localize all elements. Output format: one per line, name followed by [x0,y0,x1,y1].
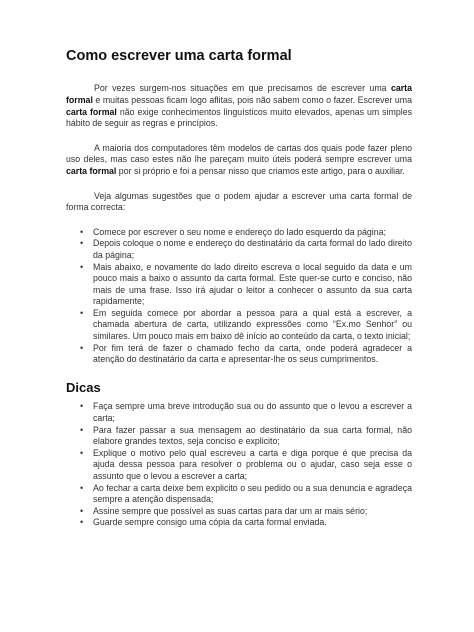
dicas-heading: Dicas [66,379,101,395]
body-paragraph [66,83,412,129]
text-segment: por si próprio e foi a pensar nisso que criamos este artigo, para o auxiliar. [116,165,405,176]
dicas-list [66,401,412,529]
tip-list-item: • Comece por escrever o seu nome e endereço do lado esquerdo da página; [80,227,412,239]
text-segment: e muitas pessoas ficam logo aflitas, pois não sabem como o fazer. Escrever uma [92,94,412,105]
dica-list-item: • Explique o motivo pelo qual escreveu a carta e diga porque é que precisa da ajuda dessa pessoa para resolver o problema ou o ajudar, caso seja esse o assunto que o levou a escrever a carta; [80,448,412,483]
text-segment: A maioria dos computadores têm modelos de cartas dos quais pode fazer pleno uso deles, mas caso estes não lhe pareçam muito úteis poderá sempre escrever uma [66,142,412,165]
text-segment: Veja algumas sugestões que o podem ajudar a escrever uma carta formal de forma correcta: [66,190,412,213]
tip-list-item: • Depois coloque o nome e endereço do destinatário da carta formal do lado direito da página; [80,238,412,261]
dica-list-item: • Faça sempre uma breve introdução sua ou do assunto que o levou a escrever a carta; [80,401,412,424]
body-paragraph [66,143,412,178]
tip-list-item: • Em seguida comece por abordar a pessoa para a qual está a escrever, a chamada abertura de carta, utilizando expressões como “Ex.mo Senhor” ou similares. Um pouco mais em baixo dê início ao conteúdo da carta, o texto inicial; [80,308,412,343]
intro-paragraphs [66,83,412,213]
page-title: Como escrever uma carta formal [66,48,292,64]
body-paragraph [66,191,412,214]
dica-list-item: • Guarde sempre consigo uma cópia da carta formal enviada. [80,517,412,529]
bold-phrase: carta formal [66,106,117,117]
document-content [66,48,412,529]
bold-phrase: carta formal [66,165,117,176]
tip-list-item: • Mais abaixo, e novamente do lado direito escreva o local seguido da data e um pouco mais a baixo o assunto da carta formal. Este quer-se curto e conciso, não mais de uma frase. Isso irá ajudar o leitor a conhecer o assunto da sua carta rapidamente; [80,262,412,308]
tips-list [66,227,412,366]
text-segment: não exige conhecimentos linguísticos muito elevados, apenas um simples hábito de seguir as regras e princípios. [66,106,413,129]
dica-list-item: • Assine sempre que possível as suas cartas para dar um ar mais sério; [80,506,412,518]
dica-list-item: • Para fazer passar a sua mensagem ao destinatário da sua carta formal, não elabore grandes textos, seja conciso e explicito; [80,425,412,448]
tip-list-item: • Por fim terá de fazer o chamado fecho da carta, onde poderá agradecer a atenção do destinatário da carta e apresentar-lhe os seus cumprimentos. [80,343,412,366]
bold-phrase: carta formal [66,83,412,105]
text-segment: Por vezes surgem-nos situações em que precisamos de escrever uma [94,83,391,94]
dica-list-item: • Ao fechar a carta deixe bem explicito o seu pedido ou a sua denuncia e agradeça sempre a atenção dispensada; [80,483,412,506]
